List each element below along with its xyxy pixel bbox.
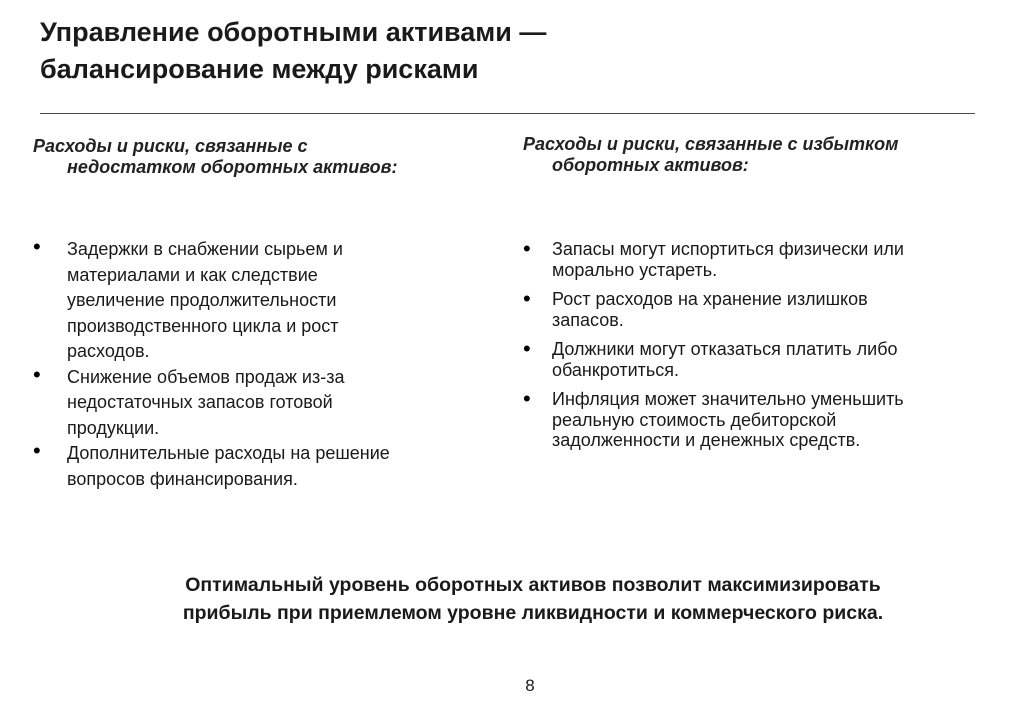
right-column <box>523 134 993 460</box>
conclusion-text <box>0 571 1024 627</box>
bullet-text-line: недостаточных запасов готовой <box>67 392 333 412</box>
bullet-text-line: Инфляция может значительно уменьшить <box>552 389 904 409</box>
left-column-heading-line-2: недостатком оборотных активов: <box>67 157 398 177</box>
bullet-item <box>523 336 993 380</box>
bullet-text-line: материалами и как следствие <box>67 264 318 285</box>
page-title-line-1: Управление оборотными активами — <box>40 17 547 47</box>
right-column-heading-line-1: Расходы и риски, связанные с избытком <box>523 134 899 154</box>
bullet-dot-icon: • <box>523 336 531 361</box>
bullet-text-line: морально устареть. <box>552 259 718 280</box>
left-column-heading <box>33 136 473 178</box>
bullet-text-line: Дополнительные расходы на решение <box>67 443 390 463</box>
bullet-text-line: расходов. <box>67 341 150 361</box>
left-column-heading-line-1: Расходы и риски, связанные с <box>33 136 308 156</box>
bullet-text-line: задолженности и денежных средств. <box>552 430 861 450</box>
bullet-text-line: продукции. <box>67 417 160 438</box>
page-title-line-2: балансирование между рисками <box>40 54 479 84</box>
bullet-text-line: реальную стоимость дебиторской <box>552 409 837 430</box>
bullet-text-line: запасов. <box>552 309 624 330</box>
bullet-item <box>33 234 473 365</box>
bullet-item <box>523 386 993 451</box>
bullet-text-line: Снижение объемов продаж из-за <box>67 366 345 387</box>
right-column-heading-line-2: оборотных активов: <box>552 155 749 175</box>
title-divider <box>40 113 975 114</box>
bullet-text-line: Рост расходов на хранение излишков <box>552 289 868 309</box>
bullet-text-line: Задержки в снабжении сырьем и <box>67 239 343 259</box>
right-bullet-list <box>523 236 993 451</box>
conclusion-line-2: прибыль при приемлемом уровне ликвидности и коммерческого риска. <box>182 602 884 624</box>
bullet-text-line: Должники могут отказаться платить либо <box>552 339 898 359</box>
bullet-text-line: Запасы могут испортиться физически или <box>552 239 904 259</box>
bullet-item <box>33 438 473 492</box>
page-title <box>40 14 940 88</box>
right-column-heading <box>523 134 993 176</box>
bullet-text-line: производственного цикла и рост <box>67 315 339 336</box>
bullet-text-line: увеличение продолжительности <box>67 290 337 310</box>
bullet-text-line: вопросов финансирования. <box>67 468 298 489</box>
bullet-dot-icon: • <box>523 236 531 261</box>
bullet-text-line: обанкротиться. <box>552 359 680 380</box>
bullet-item <box>523 286 993 330</box>
bullet-dot-icon: • <box>523 386 531 411</box>
bullet-dot-icon: • <box>523 286 531 311</box>
left-column <box>33 136 473 492</box>
bullet-item <box>33 361 473 442</box>
bullet-dot-icon: • <box>33 438 41 463</box>
conclusion-line-1: Оптимальный уровень оборотных активов позволит максимизировать <box>185 574 881 596</box>
bullet-dot-icon: • <box>33 234 41 259</box>
left-bullet-list <box>33 234 473 492</box>
page-number: 8 <box>525 676 535 695</box>
bullet-dot-icon: • <box>33 361 41 387</box>
bullet-item <box>523 236 993 280</box>
